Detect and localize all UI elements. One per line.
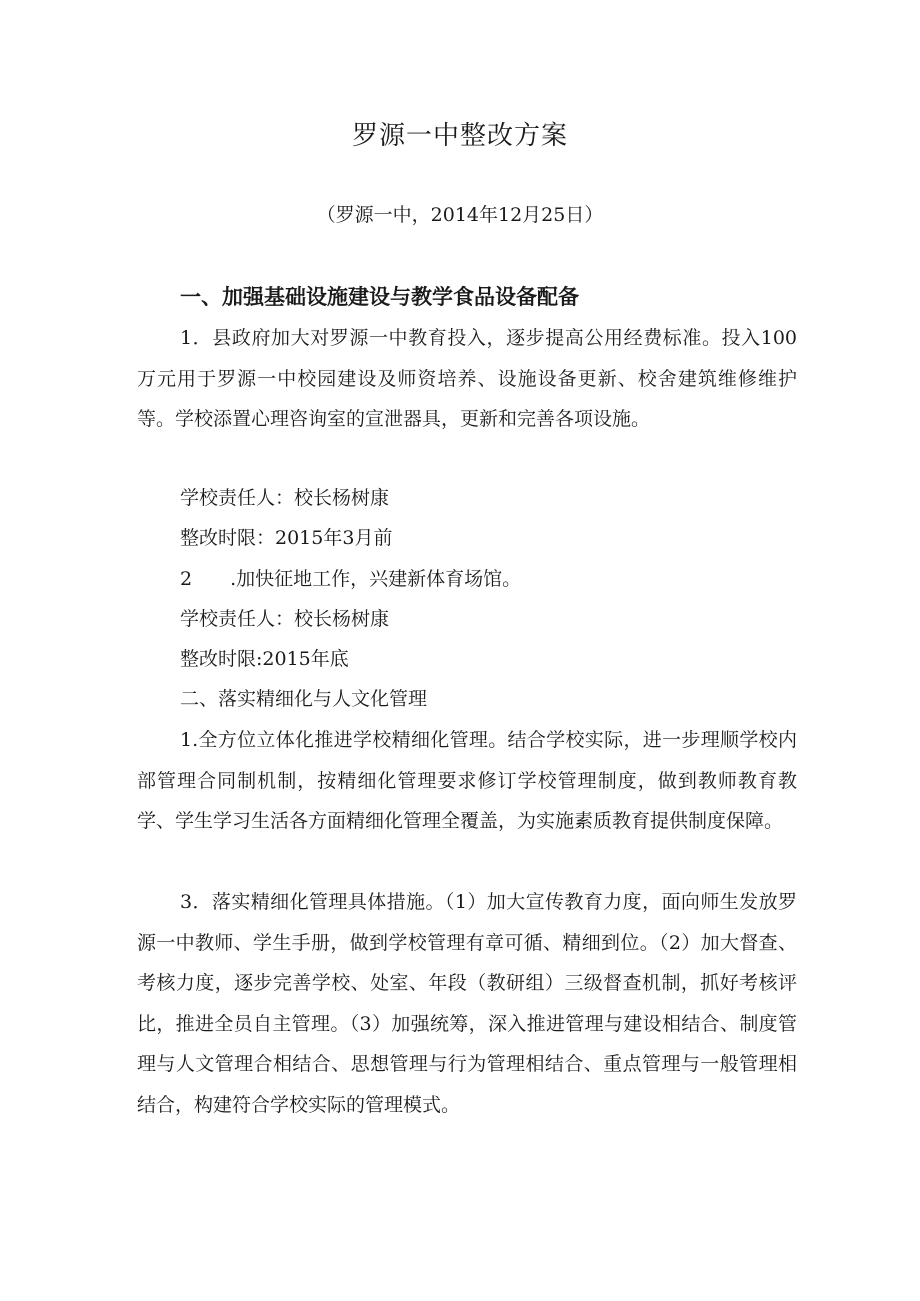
section-1-item-1-responsible: 学校责任人：校长杨树康 — [180, 487, 390, 509]
section-1-item-2-responsible: 学校责任人：校长杨树康 — [180, 608, 390, 630]
document-subtitle: （罗源一中，2014年12月25日） — [316, 204, 604, 226]
section-2-item-3-text: 3．落实精细化管理具体措施。（1）加大宣传教育力度，面向师生发放罗源一中教师、学生手册，做到学校管理有章可循、精细到位。（2）加大督查、考核力度，逐步完善学校、处室、年段（教研组）三级督查机制，抓好考核评比，推进全员自主管理。（3）加强统筹，深入推进管理与建设相结合、制度管理与人文管理合相结合、思想管理与行为管理相结合、重点管理与一般管理相结合，构建符合学校实际的管理模式。 — [137, 891, 797, 1116]
section-1-heading: 一、加强基础设施建设与教学食品设备配备 — [180, 285, 579, 309]
section-2-item-1-text: 1.全方位立体化推进学校精细化管理。结合学校实际，进一步理顺学校内部管理合同制机制，按精细化管理要求修订学校管理制度，做到教师教育教学、学生学习生活各方面精细化管理全覆盖，为实施素质教育提供制度保障。 — [137, 729, 797, 832]
section-1-item-1-text: 1．县政府加大对罗源一中教育投入，逐步提高公用经费标准。投入100万元用于罗源一中校园建设及师资培养、设施设备更新、校舍建筑维修维护等。学校添置心理咨询室的宣泄器具，更新和完善各项设施。 — [137, 327, 797, 430]
section-1-item-1-deadline: 整改时限：2015年3月前 — [180, 527, 393, 549]
document-title: 罗源一中整改方案 — [351, 121, 568, 151]
section-2-heading: 二、落实精细化与人文化管理 — [180, 688, 428, 710]
section-1-item-2-deadline: 整改时限:2015年底 — [180, 648, 349, 670]
section-1-item-2-text: 2 .加快征地工作，兴建新体育场馆。 — [180, 568, 522, 590]
